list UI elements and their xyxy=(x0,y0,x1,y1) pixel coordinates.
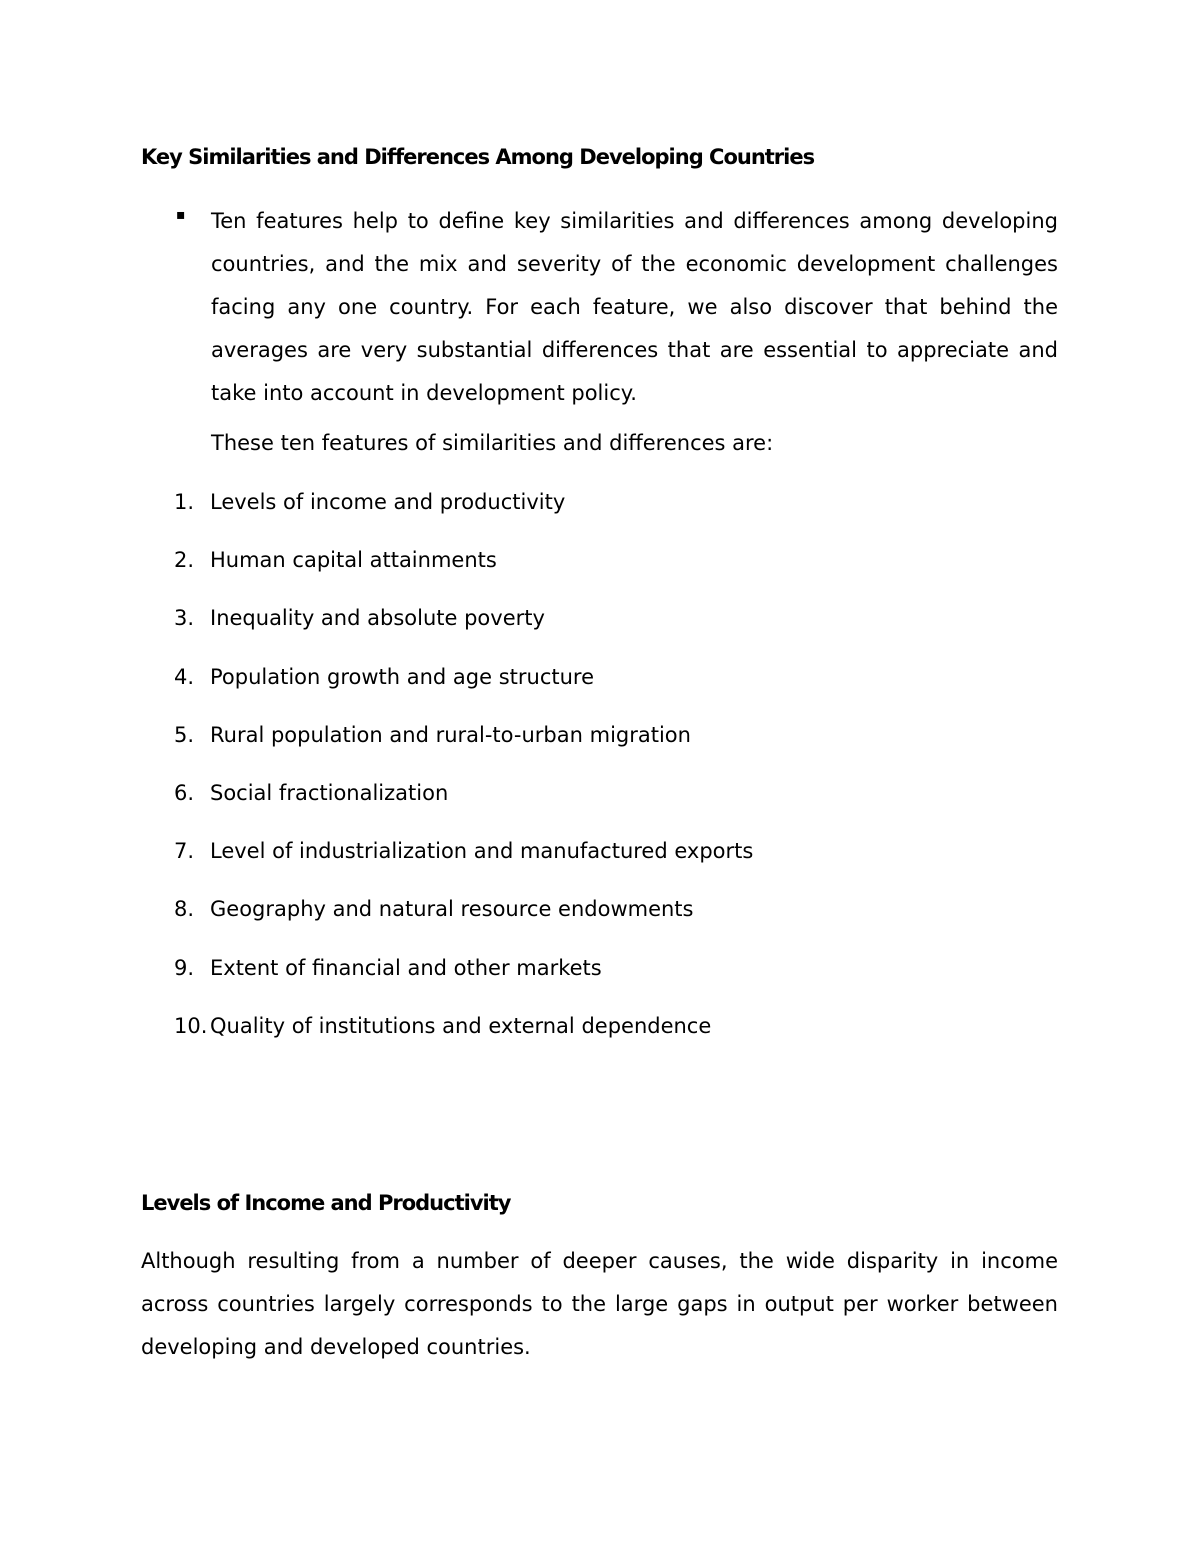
features-list xyxy=(174,487,753,1069)
list-item xyxy=(174,1011,753,1069)
list-item-label: Quality of institutions and external dependence xyxy=(210,1013,712,1038)
body-paragraph: Although resulting from a number of deeper causes, the wide disparity in income across countries largely corresponds to the large gaps in output per worker between developing and developed countries. xyxy=(141,1249,1058,1359)
list-item-label: Human capital attainments xyxy=(210,548,497,573)
list-item-label: Level of industrialization and manufactured exports xyxy=(210,839,754,864)
list-item xyxy=(174,953,753,1011)
list-item-number: 4. xyxy=(174,664,195,689)
list-item xyxy=(174,778,753,836)
list-item-label: Social fractionalization xyxy=(210,780,449,805)
list-item-label: Inequality and absolute poverty xyxy=(210,606,545,631)
list-item-number: 10. xyxy=(174,1013,208,1038)
list-item xyxy=(174,487,753,545)
list-item xyxy=(174,720,753,778)
section-heading-key-similarities: Key Similarities and Differences Among Developing Countries xyxy=(141,145,815,169)
list-item-number: 3. xyxy=(174,606,195,631)
list-intro-text: These ten features of similarities and differences are: xyxy=(211,431,774,455)
list-item-label: Geography and natural resource endowments xyxy=(210,897,694,922)
list-item-number: 5. xyxy=(174,722,195,747)
list-item-number: 7. xyxy=(174,839,195,864)
list-item xyxy=(174,545,753,603)
section-heading-levels-of-income: Levels of Income and Productivity xyxy=(141,1191,511,1215)
list-item-label: Levels of income and productivity xyxy=(210,490,566,514)
bullet-text: Ten features help to define key similarities and differences among developing countries, and the mix and severity of the economic development challenges facing any one country. For each feature, we also discover that behind the averages are very substantial differences that are essential to appreciate and take into account in development policy. xyxy=(211,209,1058,405)
list-item xyxy=(174,894,753,952)
list-item-number: 6. xyxy=(174,780,195,805)
list-item xyxy=(174,662,753,720)
list-item-number: 2. xyxy=(174,548,195,573)
list-item-number: 8. xyxy=(174,897,195,922)
list-item-number: 1. xyxy=(174,490,195,514)
list-item-number: 9. xyxy=(174,955,195,980)
list-item-label: Extent of financial and other markets xyxy=(210,955,602,980)
list-item-label: Population growth and age structure xyxy=(210,664,595,689)
list-item xyxy=(174,836,753,894)
list-item xyxy=(174,603,753,661)
list-item-label: Rural population and rural-to-urban migration xyxy=(210,722,691,747)
square-bullet-icon: ▪ xyxy=(176,207,186,223)
